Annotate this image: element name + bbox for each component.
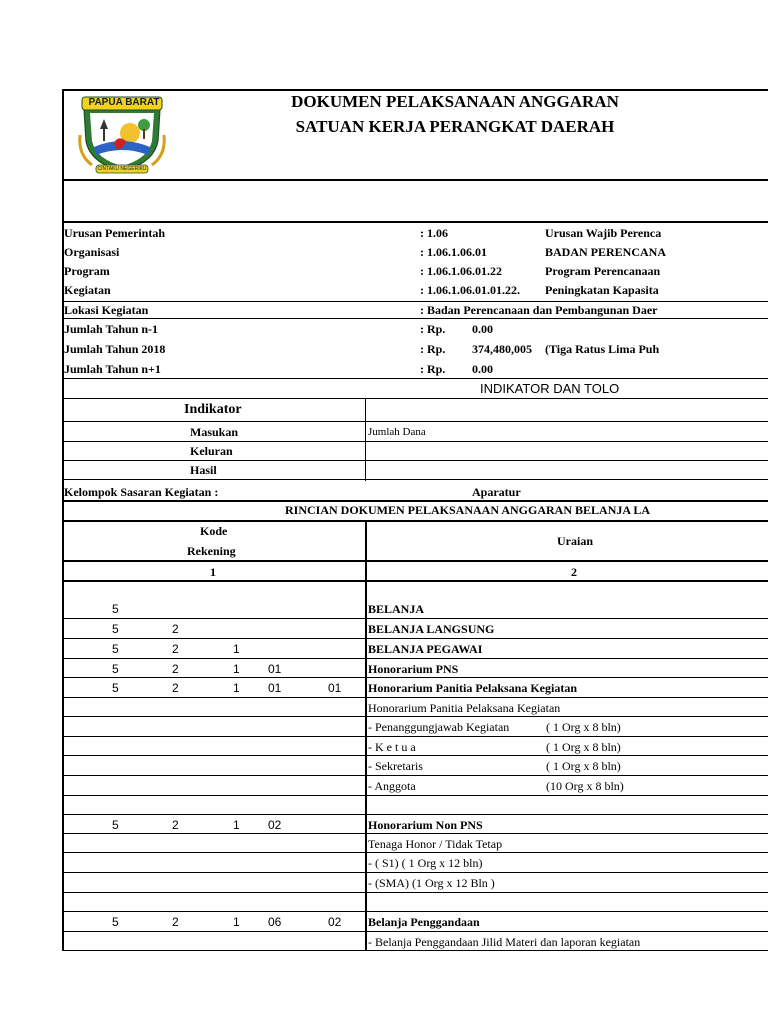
sasaran-value: Aparatur — [472, 485, 521, 499]
info-label: Program — [64, 264, 110, 278]
kode-rekening-cell: 5 — [112, 602, 119, 616]
table-row-line — [62, 658, 768, 659]
kode-rekening-cell: 5 — [112, 662, 119, 676]
info-desc: Peningkatan Kapasita — [545, 283, 659, 297]
uraian-detail-cell: ( 1 Org x 8 bln) — [546, 740, 621, 754]
kode-rekening-cell: 5 — [112, 818, 119, 832]
uraian-cell: Belanja Penggandaan — [368, 915, 480, 929]
indikator-row-label: Keluran — [190, 444, 233, 458]
info-desc: BADAN PERENCANA — [545, 245, 667, 259]
sasaran-bottom-line — [62, 500, 768, 502]
uraian-cell: Honorarium PNS — [368, 662, 459, 676]
kode-rekening-cell: 1 — [233, 818, 240, 832]
uraian-cell: - Penanggungjawab Kegiatan — [368, 720, 510, 734]
info-mid-divider-2 — [62, 318, 768, 319]
kode-rekening-cell: 01 — [328, 681, 342, 695]
table-row-line — [62, 852, 768, 853]
uraian-cell: - Anggota — [368, 779, 416, 793]
table-row-line — [62, 911, 768, 912]
info-code: : Rp. — [420, 362, 446, 376]
table-row-line — [62, 677, 768, 678]
indikator-row-line-1 — [62, 421, 768, 422]
info-desc: Urusan Wajib Perenca — [545, 226, 662, 240]
header-divider — [62, 179, 768, 181]
table-row-line — [62, 755, 768, 756]
kode-rekening-cell: 02 — [328, 915, 342, 929]
uraian-cell: - Sekretaris — [368, 759, 423, 773]
info-label: Organisasi — [64, 245, 120, 259]
kode-rekening-cell: 5 — [112, 642, 119, 656]
uraian-detail-cell: ( 1 Org x 8 bln) — [546, 759, 621, 773]
col-number-2: 2 — [571, 565, 577, 579]
kode-rekening-cell: 5 — [112, 681, 119, 695]
uraian-cell: BELANJA — [368, 602, 425, 616]
uraian-cell: - K e t u a — [368, 740, 416, 754]
rincian-title-bottom-line — [62, 520, 768, 522]
kode-rekening-cell: 5 — [112, 622, 119, 636]
kode-rekening-cell: 1 — [233, 662, 240, 676]
logo-motto: CINTAKU NEGERIKU — [97, 166, 147, 172]
info-label: Urusan Pemerintah — [64, 226, 165, 240]
table-header-line — [62, 560, 768, 562]
uraian-header: Uraian — [557, 534, 593, 548]
frame-top-border — [62, 89, 768, 91]
table-row-line — [62, 814, 768, 815]
indikator-row-value: Jumlah Dana — [368, 426, 426, 438]
uraian-cell: - ( S1) ( 1 Org x 12 bln) — [368, 856, 483, 870]
table-row-line — [62, 795, 768, 796]
indikator-col-divider — [365, 399, 366, 481]
indikator-title: INDIKATOR DAN TOLO — [480, 381, 620, 396]
indikator-title-bottom-line — [62, 398, 768, 399]
info-code: : Badan Perencanaan dan Pembangunan Daer — [420, 303, 658, 317]
logo-label: PAPUA BARAT — [88, 97, 160, 108]
kode-header-line1: Kode — [200, 524, 228, 538]
uraian-cell: Honorarium Non PNS — [368, 818, 483, 832]
info-label: Kegiatan — [64, 283, 111, 297]
info-code: : 1.06.1.06.01.22 — [420, 264, 502, 278]
table-row-line — [62, 775, 768, 776]
indikator-row-line — [62, 479, 768, 480]
kode-rekening-cell: 01 — [268, 662, 282, 676]
document-title-line2: SATUAN KERJA PERANGKAT DAERAH — [295, 117, 615, 136]
uraian-detail-cell: ( 1 Org x 8 bln) — [546, 720, 621, 734]
indikator-row-line — [62, 441, 768, 442]
info-amount: 374,480,005 — [472, 342, 532, 356]
kode-rekening-cell: 2 — [172, 622, 179, 636]
info-amount: 0.00 — [472, 362, 493, 376]
rincian-title: RINCIAN DOKUMEN PELAKSANAAN ANGGARAN BELANJA LA — [285, 503, 651, 517]
info-code: : Rp. — [420, 342, 446, 356]
uraian-cell: - Belanja Penggandaan Jilid Materi dan laporan kegiatan — [368, 935, 641, 949]
kode-rekening-cell: 2 — [172, 681, 179, 695]
sasaran-label: Kelompok Sasaran Kegiatan : — [64, 485, 219, 499]
kode-rekening-cell: 1 — [233, 915, 240, 929]
indikator-row-label: Masukan — [190, 425, 239, 439]
table-row-line — [62, 833, 768, 834]
info-label: Jumlah Tahun n-1 — [64, 322, 159, 336]
uraian-cell: BELANJA PEGAWAI — [368, 642, 483, 656]
table-row-line — [62, 892, 768, 893]
kode-rekening-cell: 2 — [172, 662, 179, 676]
kode-rekening-cell: 1 — [233, 681, 240, 695]
kode-rekening-cell: 06 — [268, 915, 282, 929]
table-row-line — [62, 638, 768, 639]
kode-rekening-cell: 2 — [172, 818, 179, 832]
col-number-line — [62, 580, 768, 582]
info-code: : 1.06 — [420, 226, 448, 240]
uraian-cell: Tenaga Honor / Tidak Tetap — [368, 837, 503, 851]
kode-rekening-cell: 01 — [268, 681, 282, 695]
table-row-line — [62, 872, 768, 873]
table-row-line — [62, 618, 768, 619]
indikator-title-top-line — [62, 378, 768, 379]
uraian-cell: Honorarium Panitia Pelaksana Kegiatan — [368, 701, 561, 715]
kode-rekening-cell: 5 — [112, 915, 119, 929]
uraian-cell: Honorarium Panitia Pelaksana Kegiatan — [368, 681, 578, 695]
info-top-divider — [62, 221, 768, 223]
indikator-header: Indikator — [184, 402, 242, 417]
table-row-line — [62, 950, 768, 951]
info-amount: 0.00 — [472, 322, 493, 336]
document-title-line1: DOKUMEN PELAKSANAAN ANGGARAN — [291, 92, 619, 111]
kode-rekening-cell: 2 — [172, 642, 179, 656]
info-desc: (Tiga Ratus Lima Puh — [545, 342, 660, 356]
kode-rekening-cell: 1 — [233, 642, 240, 656]
uraian-cell: BELANJA LANGSUNG — [368, 622, 495, 636]
indikator-row-line — [62, 460, 768, 461]
kode-rekening-cell: 2 — [172, 915, 179, 929]
info-desc: Program Perencanaan — [545, 264, 661, 278]
table-row-line — [62, 736, 768, 737]
table-row-line — [62, 716, 768, 717]
uraian-detail-cell: (10 Org x 8 bln) — [546, 779, 624, 793]
indikator-row-label: Hasil — [190, 463, 217, 477]
info-code: : 1.06.1.06.01 — [420, 245, 487, 259]
info-label: Lokasi Kegiatan — [64, 303, 149, 317]
col-number-1: 1 — [210, 565, 216, 579]
info-code: : Rp. — [420, 322, 446, 336]
info-label: Jumlah Tahun n+1 — [64, 362, 161, 376]
info-label: Jumlah Tahun 2018 — [64, 342, 166, 356]
table-row-line — [62, 697, 768, 698]
info-code: : 1.06.1.06.01.01.22. — [420, 283, 520, 297]
uraian-cell: - (SMA) (1 Org x 12 Bln ) — [368, 876, 495, 890]
kode-header-line2: Rekening — [187, 544, 236, 558]
table-row-line — [62, 931, 768, 932]
info-mid-divider — [62, 301, 768, 302]
logo — [74, 95, 170, 175]
kode-rekening-cell: 02 — [268, 818, 282, 832]
